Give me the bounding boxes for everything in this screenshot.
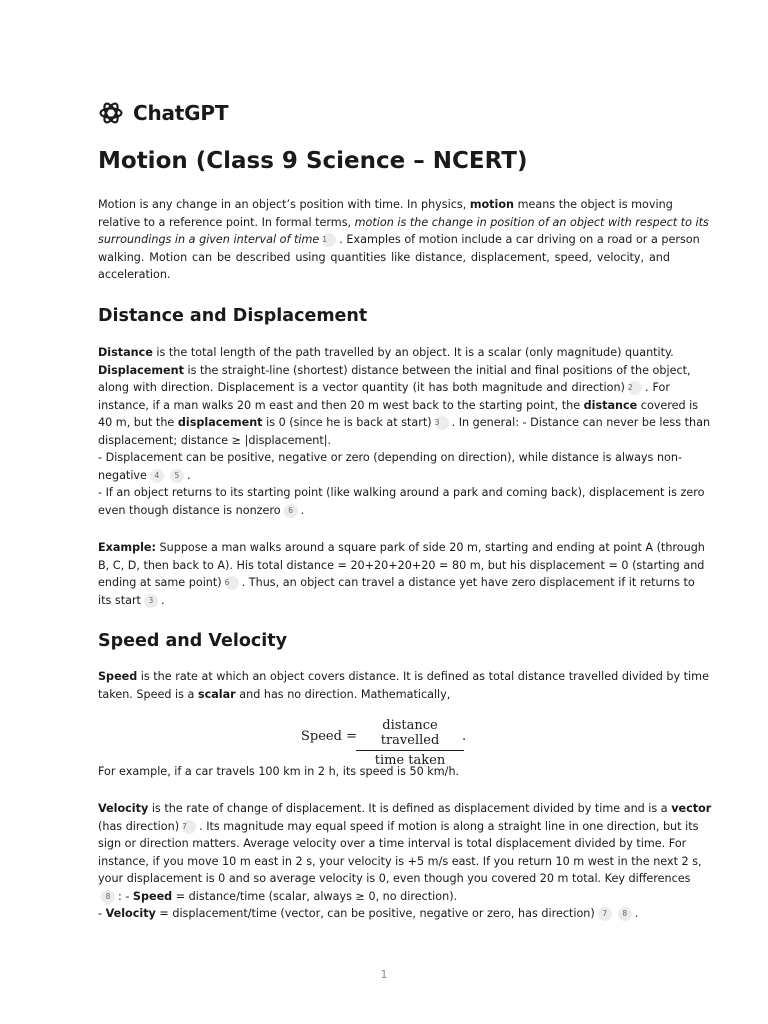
openai-logo-icon — [98, 100, 124, 126]
brand-name: ChatGPT — [133, 101, 229, 125]
citation-badge[interactable]: 5 — [170, 469, 184, 483]
citation-badge[interactable]: 8 — [618, 907, 632, 921]
section-heading-speed: Speed and Velocity — [98, 631, 287, 651]
section-heading-distance: Distance and Displacement — [98, 306, 368, 326]
distance-paragraph: Distance is the total length of the path travelled by an object. It is a scalar (only magnitude) quantity. Displacement is the straight-line (shortest) distance between the initial and final positions of the object, along with direction. Displacement is a vector quantity (it has both magnitude and direction) 2 . For instance, if a man walks 20 m east and then 20 m west back to the starting point, the distance covered is 40 m, but the displacement is 0 (since he is back at start) 3 . In general: - Distance can never be less than displacement; distance ≥ |displacement|. - Displacement can be positive, negative or zero (depending on direction), while distance is always non- negative 4 5 . - If an object returns to its starting point (like walking around a park and coming back), displacement is zero even though distance is nonzero 6 . — [98, 346, 711, 517]
citation-badge[interactable]: 6 — [225, 576, 239, 590]
page-title: Motion (Class 9 Science – NCERT) — [98, 148, 528, 174]
citation-badge[interactable]: 4 — [150, 469, 164, 483]
citation-badge[interactable]: 8 — [101, 890, 115, 904]
citation-badge[interactable]: 2 — [628, 381, 642, 395]
citation-badge[interactable]: 7 — [182, 820, 196, 834]
citation-badge[interactable]: 1 — [322, 233, 336, 247]
brand-header — [98, 100, 228, 126]
speed-paragraph: Speed is the rate at which an object covers distance. It is defined as total distance travelled divided by time taken. Speed is a scalar and has no direction. Mathematically, — [98, 670, 709, 701]
citation-badge[interactable]: 3 — [144, 594, 158, 608]
citation-badge[interactable]: 6 — [284, 504, 298, 518]
citation-badge[interactable]: 3 — [435, 416, 449, 430]
formula-fraction: distance travelled time taken — [356, 718, 464, 768]
citation-badge[interactable]: 7 — [598, 907, 612, 921]
speed-example-paragraph: For example, if a car travels 100 km in 2 h, its speed is 50 km/h. — [98, 765, 460, 778]
velocity-paragraph: Velocity is the rate of change of displacement. It is defined as displacement divided by time and is a vector (has direction) 7 . Its magnitude may equal speed if motion is along a straight line in one direction, but its sign or direction matters. Average velocity over a time interval is total displacement divided by time. For instance, if you move 10 m east in 2 s, your velocity is +5 m/s east. If you return 10 m west in the next 2 s, your displacement is 0 and so average velocity is 0, even though you covered 20 m total. Key differences 8 : - Speed = distance/time (scalar, always ≥ 0, no direction). - Velocity = displacement/time (vector, can be positive, negative or zero, has direction) 7 8 . — [98, 802, 712, 920]
intro-paragraph: Motion is any change in an object’s position with time. In physics, motion means the object is moving relative to a reference point. In formal terms, motion is the change in position of an object with respect to its surroundings in a given interval of time 1 . Examples of motion include a car driving on a road or a person walking. Motion can be described using quantities like distance, displacement, speed, velocity, and acceleration. — [98, 198, 709, 281]
example-paragraph: Example: Suppose a man walks around a square park of side 20 m, starting and ending at point A (through B, C, D, then back to A). His total distance = 20+20+20+20 = 80 m, but his displacement = 0 (starting and ending at same point) 6 . Thus, an object can travel a distance yet have zero displacement if it returns to its start 3 . — [98, 541, 705, 607]
page-number: 1 — [380, 968, 388, 981]
